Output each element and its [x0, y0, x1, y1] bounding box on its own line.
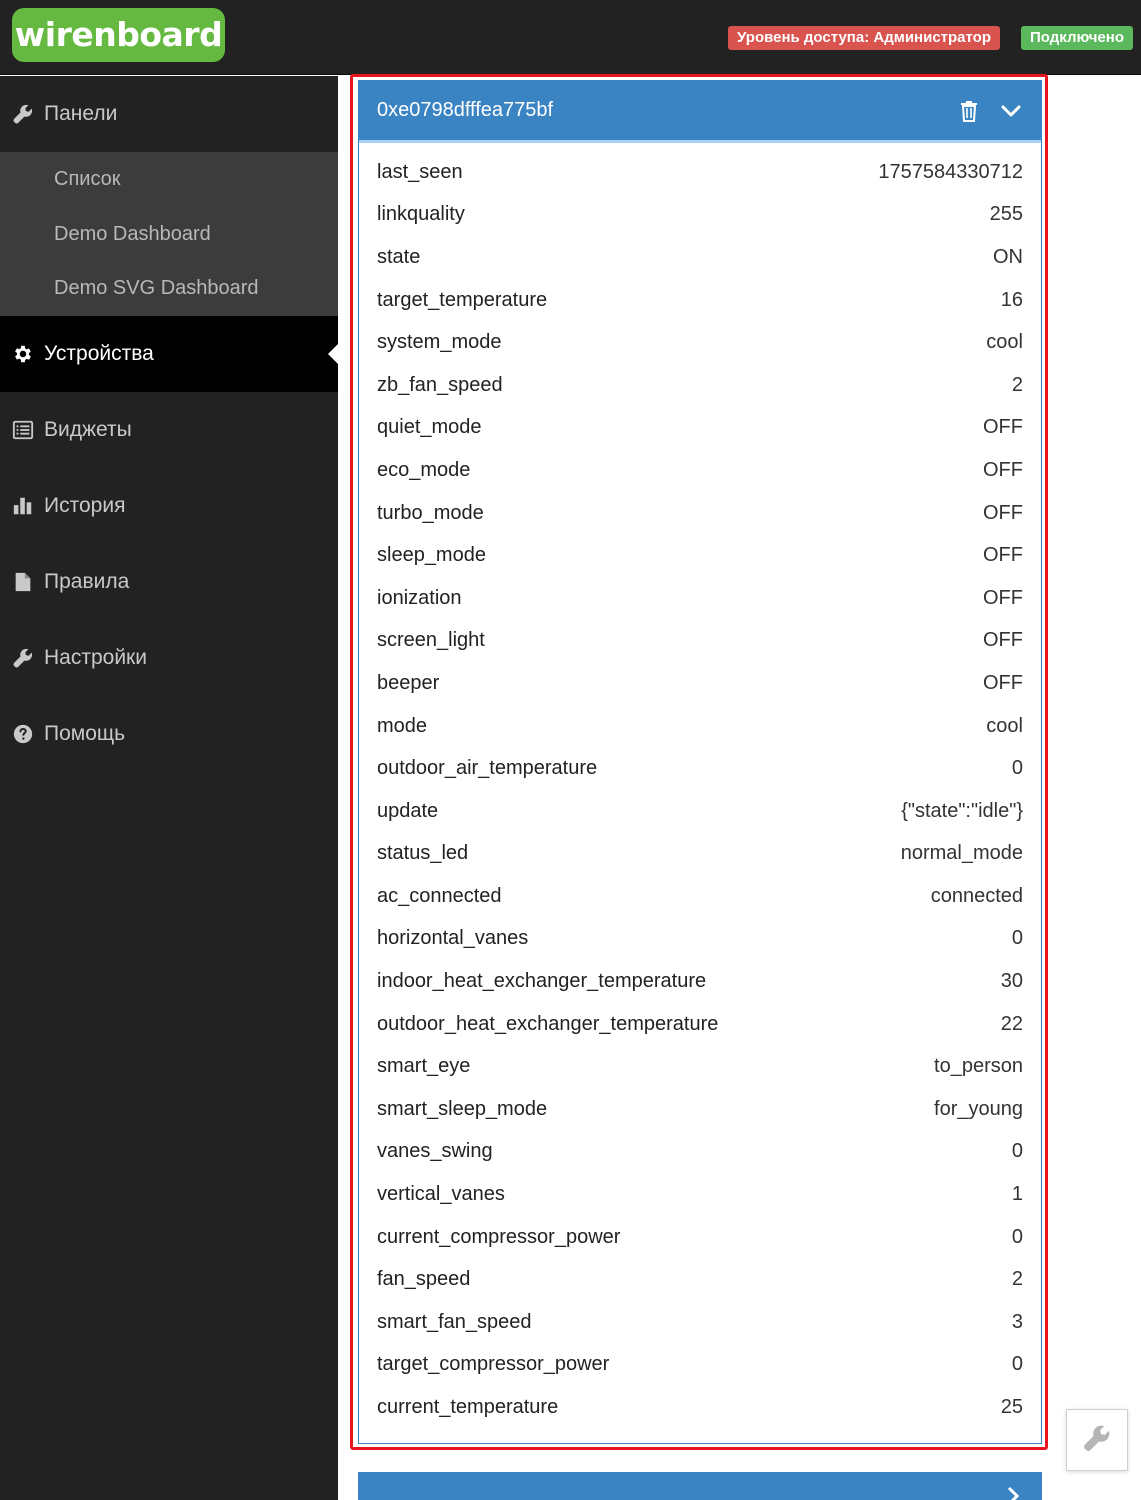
- control-value: 0: [1011, 927, 1023, 950]
- control-name: target_temperature: [377, 288, 548, 311]
- control-name: update: [377, 799, 439, 822]
- control-name: linkquality: [377, 203, 465, 226]
- control-value: 30: [1000, 970, 1023, 993]
- sidebar-item-label: Помощь: [44, 722, 126, 746]
- control-name: smart_sleep_mode: [377, 1097, 548, 1120]
- wrench-icon: [12, 647, 34, 669]
- question-circle-icon: [12, 723, 34, 745]
- control-name: horizontal_vanes: [377, 927, 529, 950]
- sidebar-item-widgets[interactable]: [0, 392, 338, 468]
- control-value: OFF: [983, 586, 1023, 609]
- sidebar-item-label: Виджеты: [44, 418, 132, 442]
- sidebar-item-label: Правила: [44, 570, 130, 594]
- gear-icon: [12, 343, 34, 365]
- control-name: quiet_mode: [377, 416, 482, 439]
- control-name: target_compressor_power: [377, 1353, 610, 1376]
- device-controls-list: [359, 143, 1041, 1429]
- wrench-icon: [12, 103, 34, 125]
- table-row: [359, 236, 1041, 279]
- control-value: OFF: [983, 544, 1023, 567]
- panels-submenu: [0, 152, 338, 316]
- table-row: [359, 364, 1041, 407]
- control-name: system_mode: [377, 331, 502, 354]
- table-row: [359, 662, 1041, 705]
- control-value: connected: [930, 884, 1023, 907]
- table-row: [359, 1258, 1041, 1301]
- control-name: state: [377, 245, 421, 268]
- control-value: 1757584330712: [878, 160, 1023, 183]
- control-name: current_temperature: [377, 1396, 559, 1419]
- device-title: 0xe0798dfffea775bf: [377, 99, 554, 121]
- table-row: [359, 1301, 1041, 1344]
- control-name: smart_fan_speed: [377, 1310, 532, 1333]
- control-name: vertical_vanes: [377, 1183, 505, 1206]
- file-icon: [12, 571, 34, 593]
- control-value: 255: [989, 203, 1023, 226]
- table-row: [359, 620, 1041, 663]
- sidebar-item-rules[interactable]: [0, 544, 338, 620]
- control-value: ON: [993, 245, 1023, 268]
- control-value: 22: [1000, 1012, 1023, 1035]
- table-row: [359, 705, 1041, 748]
- sidebar-item-help[interactable]: [0, 696, 338, 772]
- control-value: {"state":"idle"}: [901, 799, 1023, 822]
- table-row: [359, 492, 1041, 535]
- table-row: [359, 1045, 1041, 1088]
- control-value: 0: [1011, 1353, 1023, 1376]
- control-value: 2: [1011, 1268, 1023, 1291]
- control-name: turbo_mode: [377, 501, 484, 524]
- control-name: current_compressor_power: [377, 1225, 621, 1248]
- submenu-item-demo-svg-dashboard[interactable]: Demo SVG Dashboard: [54, 277, 259, 300]
- control-name: smart_eye: [377, 1055, 471, 1078]
- table-row: [359, 1088, 1041, 1131]
- control-value: 0: [1011, 1225, 1023, 1248]
- control-value: 25: [1000, 1396, 1023, 1419]
- sidebar-item-label: Устройства: [44, 342, 154, 366]
- table-row: [359, 1131, 1041, 1174]
- control-value: OFF: [983, 629, 1023, 652]
- control-name: vanes_swing: [377, 1140, 493, 1163]
- control-value: OFF: [983, 501, 1023, 524]
- table-row: [359, 960, 1041, 1003]
- table-row: [359, 918, 1041, 961]
- top-bar: [0, 0, 1141, 75]
- trash-icon[interactable]: [957, 99, 981, 123]
- control-name: eco_mode: [377, 458, 471, 481]
- control-value: to_person: [934, 1055, 1023, 1078]
- submenu-item-list[interactable]: Список: [54, 168, 121, 190]
- wrench-icon: [1082, 1423, 1112, 1458]
- chevron-right-icon: [1006, 1486, 1020, 1500]
- control-name: sleep_mode: [377, 544, 486, 567]
- sidebar-item-history[interactable]: [0, 468, 338, 544]
- table-row: [359, 321, 1041, 364]
- connection-status-badge: Подключено: [1021, 26, 1133, 50]
- control-value: OFF: [983, 416, 1023, 439]
- table-row: [359, 747, 1041, 790]
- table-row: [359, 875, 1041, 918]
- control-name: ionization: [377, 586, 462, 609]
- table-row: [359, 534, 1041, 577]
- control-name: outdoor_air_temperature: [377, 757, 598, 780]
- table-row: [359, 1173, 1041, 1216]
- control-value: cool: [986, 331, 1023, 354]
- table-row: [359, 1216, 1041, 1259]
- control-value: OFF: [983, 671, 1023, 694]
- control-name: status_led: [377, 842, 469, 865]
- sidebar-item-settings[interactable]: [0, 620, 338, 696]
- chevron-down-icon[interactable]: [999, 99, 1023, 123]
- table-row: [359, 790, 1041, 833]
- table-row: [359, 407, 1041, 450]
- control-value: 0: [1011, 757, 1023, 780]
- settings-tool-button[interactable]: [1066, 1409, 1128, 1471]
- sidebar-item-label: Настройки: [44, 646, 147, 670]
- control-name: mode: [377, 714, 428, 737]
- control-name: indoor_heat_exchanger_temperature: [377, 970, 707, 993]
- access-level-badge: Уровень доступа: Администратор: [728, 26, 1000, 50]
- sidebar-item-devices[interactable]: [0, 316, 338, 392]
- table-row: [359, 194, 1041, 237]
- table-row: [359, 1386, 1041, 1429]
- table-row: [359, 151, 1041, 194]
- table-row: [359, 279, 1041, 322]
- table-row: [359, 1344, 1041, 1387]
- sidebar-item-label: Панели: [44, 102, 118, 125]
- control-name: zb_fan_speed: [377, 373, 503, 396]
- control-value: 16: [1000, 288, 1023, 311]
- control-name: screen_light: [377, 629, 485, 652]
- control-value: 2: [1011, 373, 1023, 396]
- wirenboard-logo[interactable]: wirenboard: [12, 8, 225, 62]
- table-row: [359, 577, 1041, 620]
- sidebar-item-panels[interactable]: [0, 76, 338, 152]
- list-icon: [12, 419, 34, 441]
- control-name: fan_speed: [377, 1268, 471, 1291]
- control-name: ac_connected: [377, 884, 502, 907]
- sidebar-item-label: История: [44, 494, 126, 518]
- control-value: OFF: [983, 458, 1023, 481]
- control-value: 3: [1011, 1310, 1023, 1333]
- device-panel: [358, 80, 1042, 1444]
- device-panel-header[interactable]: [359, 81, 1041, 143]
- control-value: for_young: [934, 1097, 1023, 1120]
- control-value: 0: [1011, 1140, 1023, 1163]
- sidebar: [0, 76, 338, 1500]
- table-row: [359, 449, 1041, 492]
- table-row: [359, 1003, 1041, 1046]
- bar-chart-icon: [12, 495, 34, 517]
- control-name: outdoor_heat_exchanger_temperature: [377, 1012, 719, 1035]
- control-value: normal_mode: [900, 842, 1023, 865]
- table-row: [359, 833, 1041, 876]
- control-name: last_seen: [377, 160, 463, 183]
- control-value: cool: [986, 714, 1023, 737]
- next-device-panel-header[interactable]: [358, 1472, 1042, 1500]
- submenu-item-demo-dashboard[interactable]: Demo Dashboard: [54, 222, 211, 245]
- control-name: beeper: [377, 671, 440, 694]
- control-value: 1: [1011, 1183, 1023, 1206]
